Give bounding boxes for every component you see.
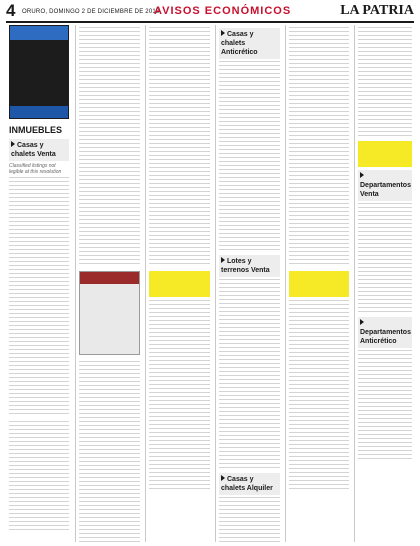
heading-label: Lotes y terrenos Venta bbox=[221, 258, 270, 274]
triangle-bullet-icon bbox=[221, 30, 225, 36]
listings-note: Classified listings not legible at this resolution bbox=[9, 163, 62, 175]
listings-block bbox=[149, 27, 210, 267]
column-5 bbox=[285, 25, 352, 542]
listings-block bbox=[358, 350, 412, 460]
heading-casas-alquiler bbox=[219, 473, 280, 495]
highlighted-listing bbox=[289, 271, 349, 297]
advertisement-real-estate bbox=[79, 271, 140, 355]
triangle-bullet-icon bbox=[360, 319, 364, 325]
heading-casas-venta bbox=[9, 139, 69, 161]
column-4 bbox=[215, 25, 283, 542]
listings-block bbox=[9, 421, 69, 531]
heading-label: Casas y chalets Alquiler bbox=[221, 476, 273, 492]
advertisement-loan bbox=[9, 25, 69, 119]
listings-block bbox=[219, 497, 280, 542]
heading-lotes-venta bbox=[219, 255, 280, 277]
masthead-logo: LA PATRIA bbox=[340, 3, 414, 18]
listings-block bbox=[219, 279, 280, 469]
heading-inmuebles: INMUEBLES bbox=[9, 125, 63, 135]
listings-block bbox=[358, 27, 412, 137]
header-rule bbox=[6, 21, 414, 23]
heading-casas-anticretico bbox=[219, 28, 280, 59]
listings-block bbox=[9, 177, 69, 417]
triangle-bullet-icon bbox=[360, 172, 364, 178]
heading-departamentos-venta bbox=[358, 170, 412, 201]
highlighted-listing bbox=[358, 141, 412, 167]
ad-banner bbox=[10, 26, 68, 40]
triangle-bullet-icon bbox=[221, 475, 225, 481]
column-6 bbox=[354, 25, 415, 542]
heading-label: Departamentos Anticrético bbox=[360, 329, 411, 345]
listings-block bbox=[149, 300, 210, 490]
heading-label: Departamentos Venta bbox=[360, 182, 411, 198]
listings-block bbox=[358, 203, 412, 313]
triangle-bullet-icon bbox=[11, 141, 15, 147]
triangle-bullet-icon bbox=[221, 257, 225, 263]
heading-departamentos-anticretico bbox=[358, 317, 412, 348]
listings-block bbox=[289, 300, 349, 490]
ad-footer bbox=[10, 106, 68, 118]
column-3 bbox=[145, 25, 213, 542]
heading-label: Casas y chalets Venta bbox=[11, 142, 56, 158]
dateline: ORURO, DOMINGO 2 DE DICIEMBRE DE 2018 bbox=[22, 9, 160, 15]
ad-banner bbox=[80, 272, 139, 284]
column-2 bbox=[75, 25, 143, 542]
listings-block bbox=[289, 27, 349, 267]
listings-block bbox=[219, 61, 280, 251]
listings-block bbox=[79, 27, 140, 267]
highlighted-listing bbox=[149, 271, 210, 297]
heading-label: Casas y chalets Anticrético bbox=[221, 31, 258, 56]
listings-block bbox=[79, 361, 140, 542]
page-number: 4 bbox=[6, 1, 16, 20]
column-1 bbox=[6, 25, 72, 542]
page-header bbox=[6, 1, 414, 20]
section-title: AVISOS ECONÓMICOS bbox=[154, 5, 292, 17]
